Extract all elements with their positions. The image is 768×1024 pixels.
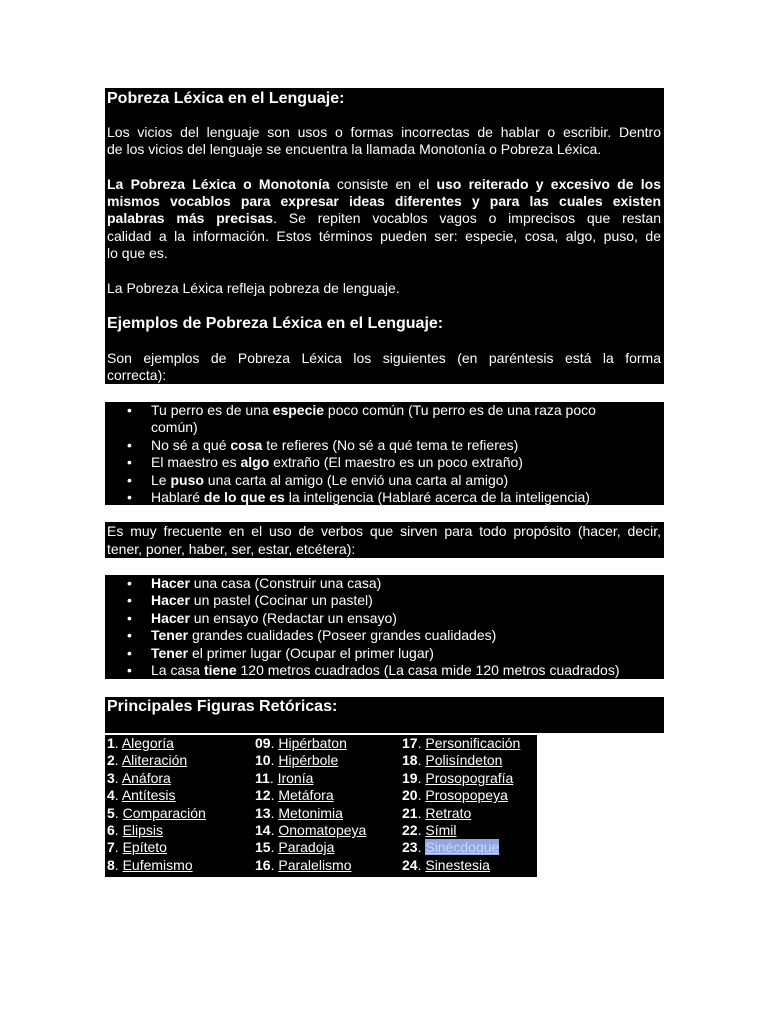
section-title-ejemplos: Ejemplos de Pobreza Léxica en el Lenguaje:	[107, 315, 444, 332]
figure-entry: 21. Retrato	[402, 804, 472, 821]
examples-intro-text-1: Son ejemplos de Pobreza Léxica los siguientes (en paréntesis está la forma	[107, 350, 661, 366]
figure-number: 5	[107, 804, 115, 821]
verb-example-keyword: Hacer	[151, 575, 190, 591]
example-text: No sé a qué	[151, 436, 231, 453]
figure-link[interactable]: Prosopopeya	[425, 787, 508, 804]
figure-number: 14	[255, 822, 271, 839]
example-text: Tu perro es de una	[151, 402, 273, 418]
verb-example-text: La casa	[151, 662, 204, 679]
verb-example-text: el primer lugar (Ocupar el primer lugar)	[188, 644, 434, 661]
figure-number: 21	[402, 804, 418, 821]
example-keyword: algo	[240, 454, 270, 471]
definition-line-2	[107, 193, 661, 210]
figure-link[interactable]: Onomatopeya	[278, 822, 367, 839]
figure-number: 22	[402, 822, 418, 839]
figure-link[interactable]: Aliteración	[121, 752, 188, 769]
figure-link[interactable]: Alegoría	[121, 735, 174, 751]
verb-example-item	[105, 592, 660, 609]
figure-link[interactable]: Elipsis	[122, 822, 164, 839]
example-text: extraño (El maestro es un poco extraño)	[269, 454, 523, 471]
verb-example-item	[105, 610, 660, 627]
figure-number: 16	[255, 856, 271, 873]
figure-link[interactable]: Anáfora	[121, 769, 171, 786]
figures-title: Principales Figuras Retóricas:	[107, 698, 338, 715]
vicios-line-2: de los vicios del lenguaje se encuentra la llamada Monotonía o Pobreza Léxica.	[107, 141, 602, 157]
figure-link[interactable]: Sinécdoque	[425, 839, 500, 856]
figure-entry: 13. Metonimia	[255, 804, 343, 821]
example-item	[105, 437, 660, 454]
figure-entry: 15. Paradoja	[255, 839, 335, 856]
figure-entry: 4. Antítesis	[107, 787, 176, 804]
verb-example-item	[105, 575, 660, 592]
figures-column-1	[107, 735, 206, 874]
verbs-list	[105, 575, 660, 679]
figure-entry: 23. Sinécdoque	[402, 839, 500, 856]
figure-link[interactable]: Ironía	[277, 769, 314, 786]
figure-link[interactable]: Símil	[425, 822, 457, 839]
examples-block	[105, 402, 664, 505]
paragraph-vicios	[107, 124, 661, 141]
figure-number: 13	[255, 804, 271, 821]
definition-bold-1: uso reiterado y excesivo de los	[436, 176, 661, 192]
figure-number: 3	[107, 769, 115, 786]
example-text-cont: común)	[151, 419, 198, 436]
figure-number: 11	[255, 769, 270, 786]
definition-bold-3: palabras más precisas	[107, 210, 274, 226]
figure-number: 18	[402, 752, 418, 769]
figure-entry: 7. Epíteto	[107, 839, 167, 856]
example-keyword: puso	[170, 471, 204, 488]
example-text: te refieres (No sé a qué tema te refieres)	[262, 436, 519, 453]
definition-term: La Pobreza Léxica o Monotonía	[107, 176, 330, 192]
figure-link[interactable]: Personificación	[425, 735, 521, 751]
figure-number: 7	[107, 839, 115, 856]
verbs-block	[105, 575, 664, 679]
figures-table	[105, 735, 537, 877]
figure-entry: 20. Prosopopeya	[402, 787, 508, 804]
figure-link[interactable]: Paradoja	[278, 839, 335, 856]
figure-entry: 09. Hipérbaton	[255, 735, 347, 751]
example-text: la inteligencia (Hablaré acerca de la inteligencia)	[284, 489, 590, 506]
figure-entry: 18. Polisíndeton	[402, 752, 503, 769]
figure-entry: 16. Paralelismo	[255, 856, 352, 873]
example-text: poco común (Tu perro es de una raza poco	[324, 402, 596, 418]
figure-number: 1	[107, 735, 115, 751]
figure-link[interactable]: Metonimia	[278, 804, 343, 821]
figure-number: 8	[107, 856, 115, 873]
example-text: El maestro es	[151, 454, 241, 471]
examples-list	[105, 402, 660, 506]
figure-entry: 14. Onomatopeya	[255, 822, 367, 839]
figures-column-3	[402, 735, 520, 874]
verbs-intro-line-2: tener, poner, haber, ser, estar, etcétera):	[107, 541, 356, 557]
example-item	[105, 454, 660, 471]
figure-entry: 19. Prosopografía	[402, 769, 514, 786]
figure-number: 6	[107, 822, 115, 839]
figure-entry: 2. Aliteración	[107, 752, 188, 769]
verb-example-item	[105, 627, 660, 644]
definition-text-3: . Se repiten vocablos vagos o imprecisos que restan	[273, 210, 661, 226]
definition-line-4	[107, 228, 661, 245]
verb-example-text: una casa (Construir una casa)	[189, 575, 382, 591]
figure-entry: 11. Ironía	[255, 769, 314, 786]
figure-number: 19	[402, 769, 418, 786]
figure-entry: 1. Alegoría	[107, 735, 174, 751]
verb-example-keyword: Hacer	[151, 609, 190, 626]
figure-entry: 6. Elipsis	[107, 822, 164, 839]
verb-example-keyword: Tener	[151, 627, 189, 644]
figure-entry: 17. Personificación	[402, 735, 521, 751]
section-title-pobreza: Pobreza Léxica en el Lenguaje:	[107, 90, 345, 107]
example-text: Le	[151, 471, 171, 488]
example-keyword: especie	[272, 402, 325, 418]
figure-entry: 22. Símil	[402, 822, 457, 839]
examples-intro-line-1	[107, 350, 661, 367]
verb-example-item	[105, 662, 660, 679]
verb-example-text: grandes cualidades (Poseer grandes cualidades)	[188, 627, 497, 644]
figure-link[interactable]: Polisíndeton	[425, 752, 503, 769]
verb-example-keyword: Hacer	[151, 592, 190, 609]
figure-number: 10	[255, 752, 271, 769]
figure-number: 2	[107, 752, 115, 769]
verb-example-text: 120 metros cuadrados (La casa mide 120 metros cuadrados)	[236, 662, 620, 679]
figure-number: 20	[402, 787, 418, 804]
figure-entry: 5. Comparación	[107, 804, 206, 821]
definition-line-1	[107, 176, 661, 193]
figure-link[interactable]: Hipérbaton	[278, 735, 347, 751]
verbs-intro-line-1	[107, 523, 661, 540]
verb-example-text: un ensayo (Redactar un ensayo)	[189, 609, 397, 626]
examples-intro-line-2: correcta):	[107, 367, 167, 383]
figure-link[interactable]: Eufemismo	[122, 856, 193, 873]
figure-entry: 3. Anáfora	[107, 769, 171, 786]
figures-column-2	[255, 735, 366, 874]
definition-line-5: lo que es.	[107, 245, 168, 261]
figure-entry: 24. Sinestesia	[402, 856, 490, 873]
figure-number: 15	[255, 839, 271, 856]
example-item	[105, 402, 660, 437]
figure-number: 09	[255, 735, 271, 751]
example-item	[105, 489, 660, 506]
vicios-line-1: Los vicios del lenguaje son usos o formas incorrectas de hablar o escribir. Dentro	[107, 124, 661, 140]
definition-line-3	[107, 210, 661, 227]
definition-bold-2: mismos vocablos para expresar ideas diferentes y para las cuales existen	[107, 193, 661, 209]
figure-link[interactable]: Comparación	[122, 804, 206, 821]
figure-entry: 8. Eufemismo	[107, 856, 193, 873]
figure-link[interactable]: Hipérbole	[278, 752, 339, 769]
example-keyword: de lo que es	[203, 489, 285, 506]
verbs-intro-text-1: Es muy frecuente en el uso de verbos que sirven para todo propósito (hacer, decir,	[107, 523, 661, 539]
example-item	[105, 472, 660, 489]
definition-connector: consiste en el	[329, 176, 437, 192]
verb-example-text: un pastel (Cocinar un pastel)	[189, 592, 373, 609]
figure-link[interactable]: Prosopografía	[425, 769, 514, 786]
reflection-paragraph: La Pobreza Léxica refleja pobreza de lenguaje.	[107, 280, 400, 296]
figure-link[interactable]: Epíteto	[122, 839, 167, 856]
example-text: Hablaré	[151, 489, 204, 506]
figure-link[interactable]: Metáfora	[278, 787, 334, 804]
verb-example-keyword: tiene	[203, 662, 237, 679]
figure-number: 24	[402, 856, 418, 873]
example-text: una carta al amigo (Le envió una carta al amigo)	[203, 471, 509, 488]
figure-number: 4	[107, 787, 115, 804]
verb-example-item	[105, 645, 660, 662]
figure-number: 17	[402, 735, 418, 751]
figure-link[interactable]: Sinestesia	[425, 856, 490, 873]
figure-number: 23	[402, 839, 418, 856]
figure-link[interactable]: Antítesis	[121, 787, 176, 804]
figure-link[interactable]: Paralelismo	[278, 856, 352, 873]
definition-text-4: calidad a la información. Estos términos pueden ser: especie, cosa, algo, puso, de	[107, 228, 661, 244]
figure-number: 12	[255, 787, 271, 804]
figure-entry: 12. Metáfora	[255, 787, 334, 804]
figure-link[interactable]: Retrato	[425, 804, 472, 821]
verb-example-keyword: Tener	[151, 644, 189, 661]
example-keyword: cosa	[230, 436, 263, 453]
figure-entry: 10. Hipérbole	[255, 752, 339, 769]
